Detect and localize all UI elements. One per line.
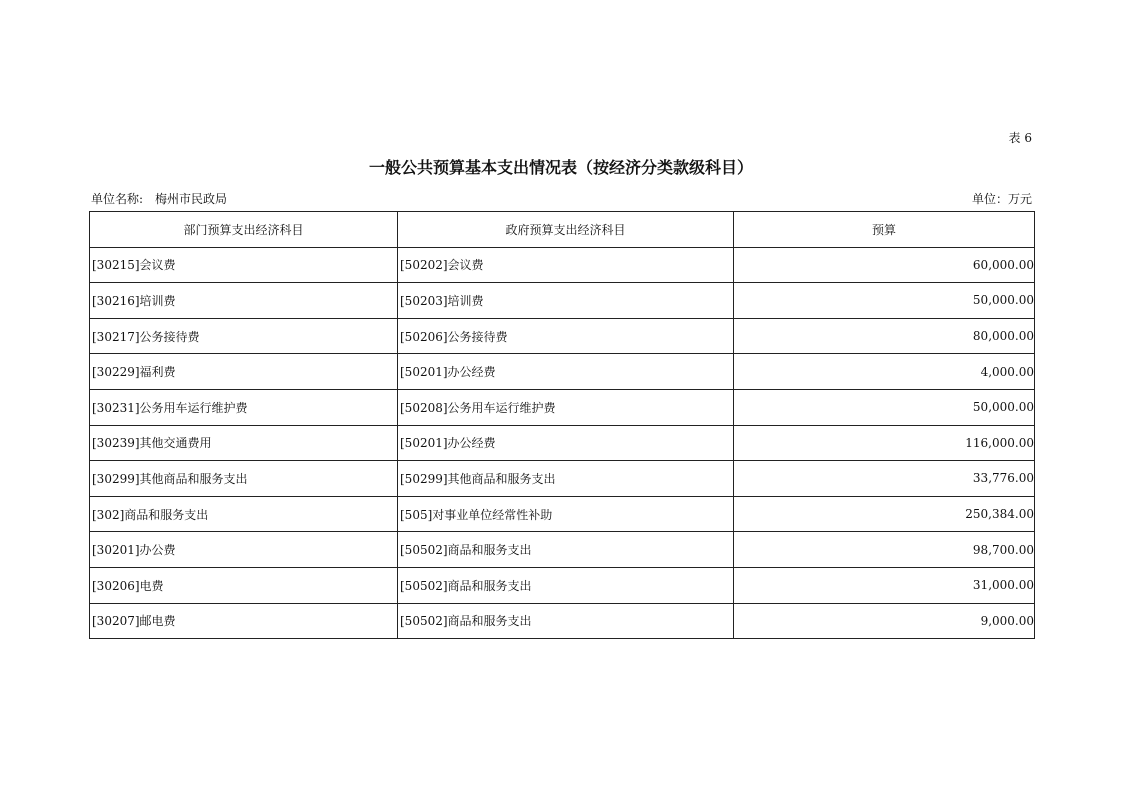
table-row [90,532,1035,568]
budget-amount-cell: 31,000.00 [734,567,1035,603]
dept-subject-cell: [30239]其他交通费用 [90,425,398,461]
gov-subject-cell: [50502]商品和服务支出 [398,603,734,639]
dept-subject-cell: [30215]会议费 [90,247,398,283]
header-budget: 预算 [734,212,1035,248]
gov-subject-cell: [50203]培训费 [398,283,734,319]
table-header-row [90,212,1035,248]
table-row [90,318,1035,354]
gov-subject-cell: [50299]其他商品和服务支出 [398,461,734,497]
budget-amount-cell: 33,776.00 [734,461,1035,497]
table-row [90,461,1035,497]
gov-subject-cell: [50201]办公经费 [398,354,734,390]
dept-subject-cell: [30201]办公费 [90,532,398,568]
table-row [90,389,1035,425]
dept-subject-cell: [30229]福利费 [90,354,398,390]
header-gov-subject: 政府预算支出经济科目 [398,212,734,248]
budget-amount-cell: 60,000.00 [734,247,1035,283]
page-title: 一般公共预算基本支出情况表（按经济分类款级科目） [368,158,753,177]
dept-subject-cell: [30207]邮电费 [90,603,398,639]
budget-amount-cell: 9,000.00 [734,603,1035,639]
gov-subject-cell: [50201]办公经费 [398,425,734,461]
budget-amount-cell: 116,000.00 [734,425,1035,461]
dept-subject-cell: [30206]电费 [90,567,398,603]
table-row [90,567,1035,603]
gov-subject-cell: [50208]公务用车运行维护费 [398,389,734,425]
budget-amount-cell: 250,384.00 [734,496,1035,532]
budget-amount-cell: 50,000.00 [734,283,1035,319]
gov-subject-cell: [50202]会议费 [398,247,734,283]
header-dept-subject: 部门预算支出经济科目 [90,212,398,248]
dept-subject-cell: [30299]其他商品和服务支出 [90,461,398,497]
budget-amount-cell: 4,000.00 [734,354,1035,390]
table-row [90,247,1035,283]
table-row [90,283,1035,319]
dept-subject-cell: [30217]公务接待费 [90,318,398,354]
dept-subject-cell: [302]商品和服务支出 [90,496,398,532]
table-row [90,354,1035,390]
currency-unit: 单位：万元 [971,192,1032,206]
unit-name-label: 单位名称: [91,192,144,206]
budget-amount-cell: 80,000.00 [734,318,1035,354]
budget-amount-cell: 50,000.00 [734,389,1035,425]
table-number-label: 表 6 [1008,131,1032,145]
budget-amount-cell: 98,700.00 [734,532,1035,568]
table-row [90,603,1035,639]
gov-subject-cell: [50206]公务接待费 [398,318,734,354]
unit-name-value: 梅州市民政局 [155,192,228,206]
unit-name-line [91,190,227,207]
table-row [90,496,1035,532]
gov-subject-cell: [50502]商品和服务支出 [398,567,734,603]
gov-subject-cell: [505]对事业单位经常性补助 [398,496,734,532]
gov-subject-cell: [50502]商品和服务支出 [398,532,734,568]
dept-subject-cell: [30216]培训费 [90,283,398,319]
budget-table [89,211,1035,639]
table-row [90,425,1035,461]
dept-subject-cell: [30231]公务用车运行维护费 [90,389,398,425]
